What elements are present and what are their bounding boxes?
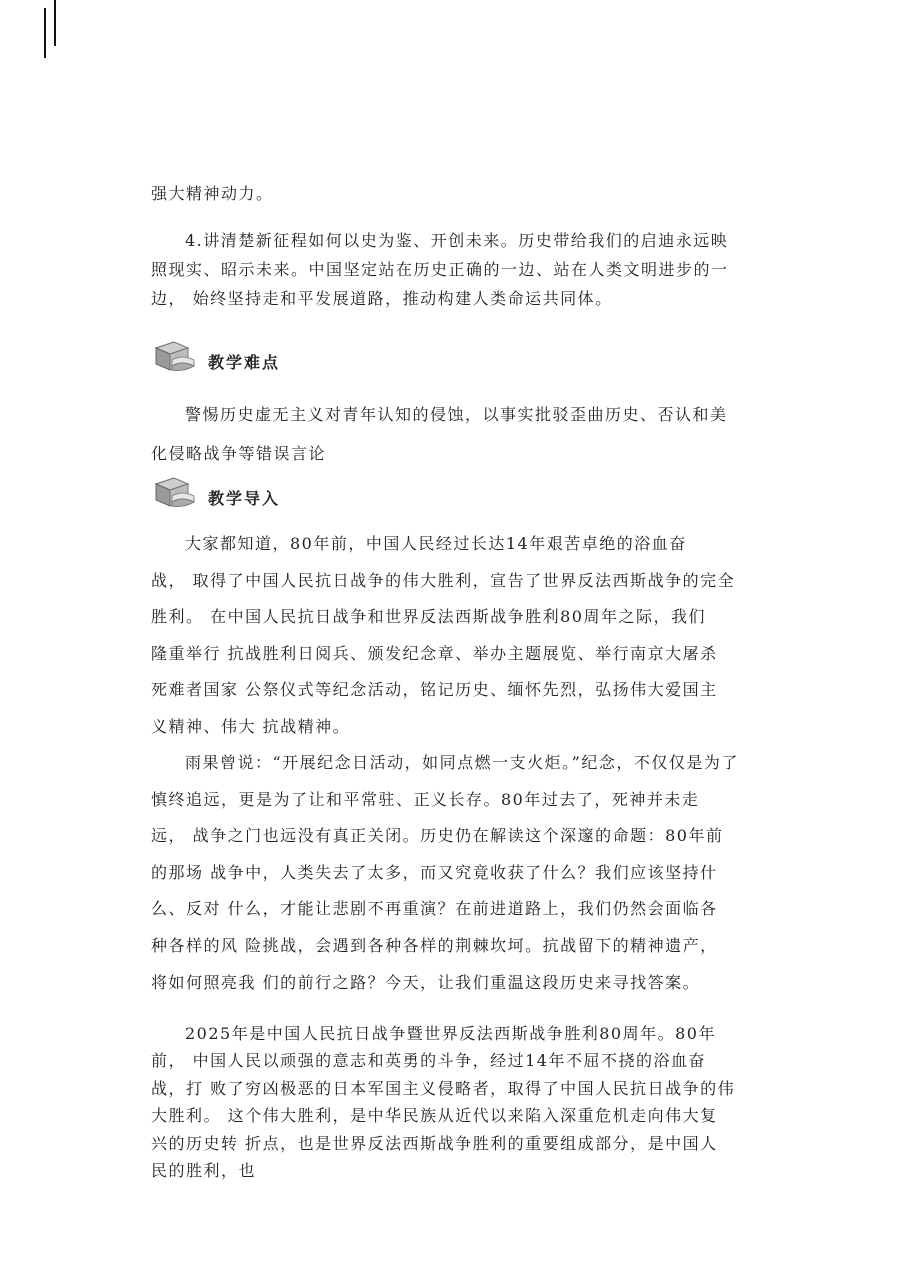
text-line: 民的胜利，也 xyxy=(151,1161,257,1181)
text-line: 隆重举行 抗战胜利日阅兵、颁发纪念章、举办主题展览、举行南京大屠杀 xyxy=(151,643,718,663)
section-title: 教学导入 xyxy=(208,489,281,508)
intro-tail-text xyxy=(151,184,763,204)
point-4-paragraph xyxy=(151,226,763,313)
difficulty-paragraph xyxy=(151,395,763,473)
text-line: 化侵略战争等错误言论 xyxy=(151,444,327,463)
text-line: 警惕历史虚无主义对青年认知的侵蚀，以事实批驳歪曲历史、否认和美 xyxy=(185,405,728,424)
text-line: 兴的历史转 折点，也是世界反法西斯战争胜利的重要组成部分，是中国人 xyxy=(151,1133,718,1153)
section-title: 教学难点 xyxy=(208,353,281,372)
text-line: 么、反对 什么，才能让悲剧不再重演？在前进道路上，我们仍然会面临各 xyxy=(151,899,718,919)
intro-paragraph-1 xyxy=(151,526,763,746)
text-line: 胜利。 在中国人民抗日战争和世界反法西斯战争胜利80周年之际，我们 xyxy=(151,607,706,627)
text-line: 强大精神动力。 xyxy=(151,184,274,203)
text-line: 种各样的风 险挑战，会遇到各种各样的荆棘坎坷。抗战留下的精神遗产， xyxy=(151,935,718,955)
text-line: 雨果曾说：“开展纪念日活动，如同点燃一支火炬。”纪念，不仅仅是为了 xyxy=(185,753,739,772)
text-line: 照现实、昭示未来。中国坚定站在历史正确的一边、站在人类文明进步的一 xyxy=(151,260,729,279)
books-icon xyxy=(152,338,198,374)
text-line: 义精神、伟大 抗战精神。 xyxy=(151,716,351,736)
text-line: 前， 中国人民以顽强的意志和英勇的斗争，经过14年不屈不挠的浴血奋 xyxy=(151,1051,706,1071)
text-line: 战， 取得了中国人民抗日战争的伟大胜利，宣告了世界反法西斯战争的完全 xyxy=(151,570,736,590)
books-icon xyxy=(152,474,198,510)
text-line: 边， 始终坚持走和平发展道路，推动构建人类命运共同体。 xyxy=(151,289,613,308)
binding-line-right xyxy=(54,0,56,46)
text-line: 将如何照亮我 们的前行之路？今天，让我们重温这段历史来寻找答案。 xyxy=(151,972,701,992)
text-line: 慎终追远，更是为了让和平常驻、正义长存。80年过去了，死神并未走 xyxy=(151,789,700,809)
text-line: 大胜利。 这个伟大胜利，是中华民族从近代以来陷入深重危机走向伟大复 xyxy=(151,1106,718,1126)
anniversary-paragraph xyxy=(151,1020,763,1184)
text-line: 战，打 败了穷凶极恶的日本军国主义侵略者，取得了中国人民抗日战争的伟 xyxy=(151,1078,736,1098)
text-line: 远， 战争之门也远没有真正关闭。历史仍在解读这个深邃的命题：80年前 xyxy=(151,826,724,846)
intro-paragraph-2 xyxy=(151,745,763,1001)
text-line: 死难者国家 公祭仪式等纪念活动，铭记历史、缅怀先烈，弘扬伟大爱国主 xyxy=(151,680,718,700)
text-line: 2025年是中国人民抗日战争暨世界反法西斯战争胜利80周年。80年 xyxy=(185,1024,716,1043)
binding-line-left xyxy=(44,8,46,58)
text-line: 的那场 战争中，人类失去了太多，而又究竟收获了什么？我们应该坚持什 xyxy=(151,862,718,882)
text-line: 4.讲清楚新征程如何以史为鉴、开创未来。历史带给我们的启迪永远映 xyxy=(185,231,729,250)
text-line: 大家都知道，80年前，中国人民经过长达14年艰苦卓绝的浴血奋 xyxy=(185,534,687,553)
